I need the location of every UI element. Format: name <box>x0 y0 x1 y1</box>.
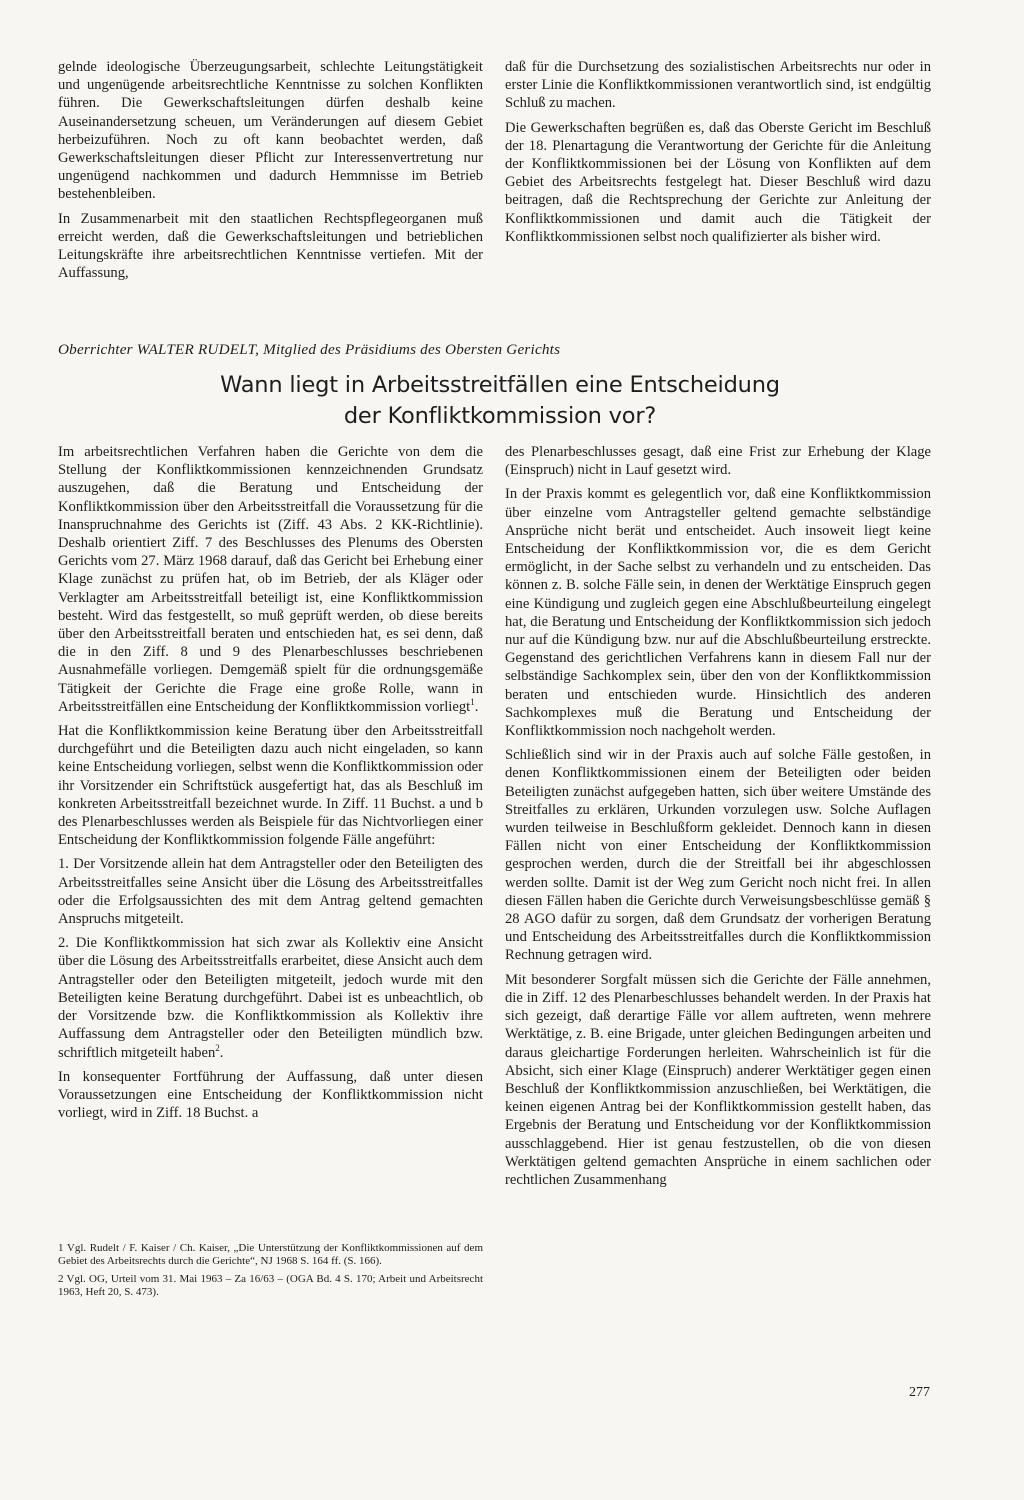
paragraph: Hat die Konfliktkommission keine Beratung über den Arbeitsstreitfall durchgeführt und die Beteiligten dazu auch nicht eingeladen, so kann keine Entscheidung vorliegen, selbst wenn die Konfliktkommission oder ihr Vorsitzender ein Schriftstück ausgefertigt hat, das als Beschluß im konkreten Arbeitsstreitfall bezeichnet wurde. In Ziff. 11 Buchst. a und b des Plenarbeschlusses werden als Beispiele für das Nichtvorliegen einer Entscheidung der Konfliktkommission folgende Fälle angeführt: <box>58 723 483 849</box>
footnote: 2 Vgl. OG, Urteil vom 31. Mai 1963 – Za 16/63 – (OGA Bd. 4 S. 170; Arbeit und Arbeitsrecht 1963, Heft 20, S. 473). <box>58 1273 483 1298</box>
paragraph: gelnde ideologische Überzeugungsarbeit, schlechte Leitungstätigkeit und ungenügende arbeitsrechtliche Kenntnisse zu solchen Konflikten führen. Die Gewerkschaftsleitungen dürfen deshalb keine Auseinandersetzung scheuen, um Veränderungen auf diesem Gebiet herbeizuführen. Noch zu oft kann beobachtet werden, daß Gewerkschaftsleitungen dieser Pflicht zur Interessenvertretung nur ungenügend nachkommen und dadurch Hemmnisse im Betrieb bestehenbleiben. <box>58 59 483 203</box>
previous-article-left-column <box>58 58 483 288</box>
paragraph: In konsequenter Fortführung der Auffassung, daß unter diesen Voraussetzungen eine Entscheidung der Konfliktkommission nicht vorliegt, wird in Ziff. 18 Buchst. a <box>58 1068 483 1122</box>
paragraph <box>58 443 483 716</box>
paragraph: daß für die Durchsetzung des sozialistischen Arbeitsrechts nur oder in erster Linie die Konfliktkommissionen verantwortlich sind, ist endgültig Schluß zu machen. <box>505 59 931 112</box>
article-title <box>100 370 900 432</box>
article-byline: Oberrichter WALTER RUDELT, Mitglied des Präsidiums des Obersten Gerichts <box>58 341 561 358</box>
article-right-column <box>505 443 931 1195</box>
previous-article-right-column <box>505 58 931 252</box>
page-number: 277 <box>909 1385 930 1400</box>
article-left-column <box>58 443 483 1128</box>
paragraph-end: . <box>219 1044 224 1061</box>
footnote: 1 Vgl. Rudelt / F. Kaiser / Ch. Kaiser, „Die Unterstützung der Konfliktkommissionen auf dem Gebiet des Arbeitsrechts durch die Gerichte“, NJ 1968 S. 164 ff. (S. 166). <box>58 1242 483 1267</box>
paragraph-text: 2. Die Konfliktkommission hat sich zwar als Kollektiv eine Ansicht über die Lösung des Arbeitsstreitfalls erarbeitet, diese Ansicht auch dem Antragsteller oder den Beteiligten mitgeteilt, jedoch wurde mit den Beteiligten keine Beratung durchgeführt. Dabei ist es unbeachtlich, ob der Vorsitzende bzw. die Konfliktkommission als Kollektiv ihre Auffassung dem Antragsteller oder den Beteiligten mündlich bzw. schriftlich mitgeteilt haben <box>58 935 483 1061</box>
paragraph: Die Gewerkschaften begrüßen es, daß das Oberste Gericht im Beschluß der 18. Plenartagung die Verantwortung der Gerichte für die Anleitung der Konfliktkommissionen bei der Lösung von Konflikten auf dem Gebiet des Arbeitsrechts festgelegt hat. Dieser Beschluß wird dazu beitragen, daß die Rechtsprechung der Gerichte zur Anleitung der Konfliktkommissionen und damit auch die Tätigkeit der Konfliktkommissionen selbst noch qualifizierter als bisher wird. <box>505 119 931 245</box>
article-title-line: Wann liegt in Arbeitsstreitfällen eine Entscheidung <box>220 372 780 398</box>
list-item <box>58 934 483 1061</box>
article-title-line: der Konfliktkommission vor? <box>343 403 657 429</box>
paragraph-text: Im arbeitsrechtlichen Verfahren haben die Gerichte von dem die Stellung der Konfliktkommissionen kennzeichnenden Grundsatz auszugehen, daß die Beratung und Entscheidung der Konfliktkommission über den Arbeitsstreitfall die Voraussetzung für die Inanspruchnahme des Gerichts ist (Ziff. 43 Abs. 2 KK-Richtlinie). Deshalb orientiert Ziff. 7 des Beschlusses des Plenums des Obersten Gerichts vom 27. März 1968 darauf, daß das Gericht bei Erhebung einer Klage zunächst zu prüfen hat, ob im Betrieb, der als Kläger oder Verklagter am Arbeitsstreitfall beteiligt ist, eine Konfliktkommission besteht. Wird das festgestellt, so muß geprüft werden, ob diese bereits über den Arbeitsstreitfall beraten und entschieden hat, es sei denn, daß die in den Ziff. 8 und 9 des Plenarbeschlusses beschriebenen Ausnahmefälle vorliegen. Demgemäß spielt für die ordnungsgemäße Tätigkeit der Gerichte die Frage eine große Rolle, wann in Arbeitsstreitfällen eine Entscheidung der Konfliktkommission vorliegt <box>58 444 483 715</box>
paragraph: In der Praxis kommt es gelegentlich vor, daß eine Konfliktkommission über einzelne vom Antragsteller geltend gemachte selbständige Ansprüche nicht berät und entscheidet. Auch insoweit liegt keine Entscheidung der Konfliktkommission vor, die es dem Gericht ermöglicht, in der Sache selbst zu verhandeln und zu entscheiden. Das können z. B. solche Fälle sein, in denen der Werktätige Einspruch gegen eine Kündigung und zugleich gegen eine Abschlußbeurteilung eingelegt hat, die Beratung und Entscheidung der Konfliktkommission sich jedoch nur auf die Kündigung bzw. nur auf die Abschlußbeurteilung erstreckte. Gegenstand des gerichtlichen Verfahrens kann in diesem Fall nur der selbständige Sachkomplex sein, über den von der Konfliktkommission beraten und entschieden wurde. Hinsichtlich des anderen Sachkomplexes muß die Beratung und Entscheidung der Konfliktkommission noch nachgeholt werden. <box>505 486 931 740</box>
paragraph: In Zusammenarbeit mit den staatlichen Rechtspflegeorganen muß erreicht werden, daß die Gewerkschaftsleitungen und betrieblichen Leitungskräfte ihre arbeitsrechtlichen Kenntnisse vertiefen. Mit der Auffassung, <box>58 210 483 282</box>
paragraph: Schließlich sind wir in der Praxis auch auf solche Fälle gestoßen, in denen Konfliktkommissionen einem der Beteiligten oder beiden Beteiligten zunächst aufgegeben hatten, sich über weitere Umstände des Streitfalles zu erklären, Urkunden vorzulegen usw. Solche Auflagen wurden teilweise in Beschlußform gekleidet. Dennoch kann in diesen Fällen nicht von einer Entscheidung der Konfliktkommission gesprochen werden, durch die der Streitfall bei ihr abgeschlossen werden sollte. Damit ist der Weg zum Gericht noch nicht frei. In allen diesen Fällen haben die Gerichte durch Verweisungsbeschlüsse gemäß § 28 AGO dafür zu sorgen, daß dem Grundsatz der vorherigen Beratung und Entscheidung des Arbeitsstreitfalles durch die Konfliktkommission Rechnung getragen wird. <box>505 747 931 964</box>
paragraph-end: . <box>474 698 479 715</box>
paragraph: Mit besonderer Sorgfalt müssen sich die Gerichte der Fälle annehmen, die in Ziff. 12 des Plenarbeschlusses behandelt werden. In der Praxis hat sich gezeigt, daß derartige Fälle vor allem auftreten, wenn mehrere Werktätige, z. B. eine Brigade, unter gleichen Bedingungen arbeiten und daraus gleichartige Forderungen herleiten. Wahrscheinlich ist für die Absicht, sich einer Klage (Einspruch) anderer Werktätiger gegen einen Beschluß der Konfliktkommission anzuschließen, bei Werktätigen, die keinen eigenen Antrag bei der Konfliktkommission gestellt haben, das Ergebnis der Beratung und Entscheidung vor der Konfliktkommission ausschlaggebend. Hier ist genau festzustellen, ob die von diesen Werktätigen geltend gemachten Ansprüche in einem sachlichen oder rechtlichen Zusammenhang <box>505 971 931 1188</box>
footnotes <box>58 1242 483 1304</box>
footnote-reference: 2 <box>215 1042 220 1053</box>
list-item: 1. Der Vorsitzende allein hat dem Antragsteller oder den Beteiligten des Arbeitsstreitfalles seine Ansicht über die Lösung des Arbeitsstreitfalles oder die Erfolgsaussichten des mit dem Antrag geltend gemachten Anspruchs mitgeteilt. <box>58 856 483 928</box>
footnote-reference: 1 <box>470 696 475 707</box>
paragraph: des Plenarbeschlusses gesagt, daß eine Frist zur Erhebung der Klage (Einspruch) nicht in Lauf gesetzt wird. <box>505 444 931 479</box>
